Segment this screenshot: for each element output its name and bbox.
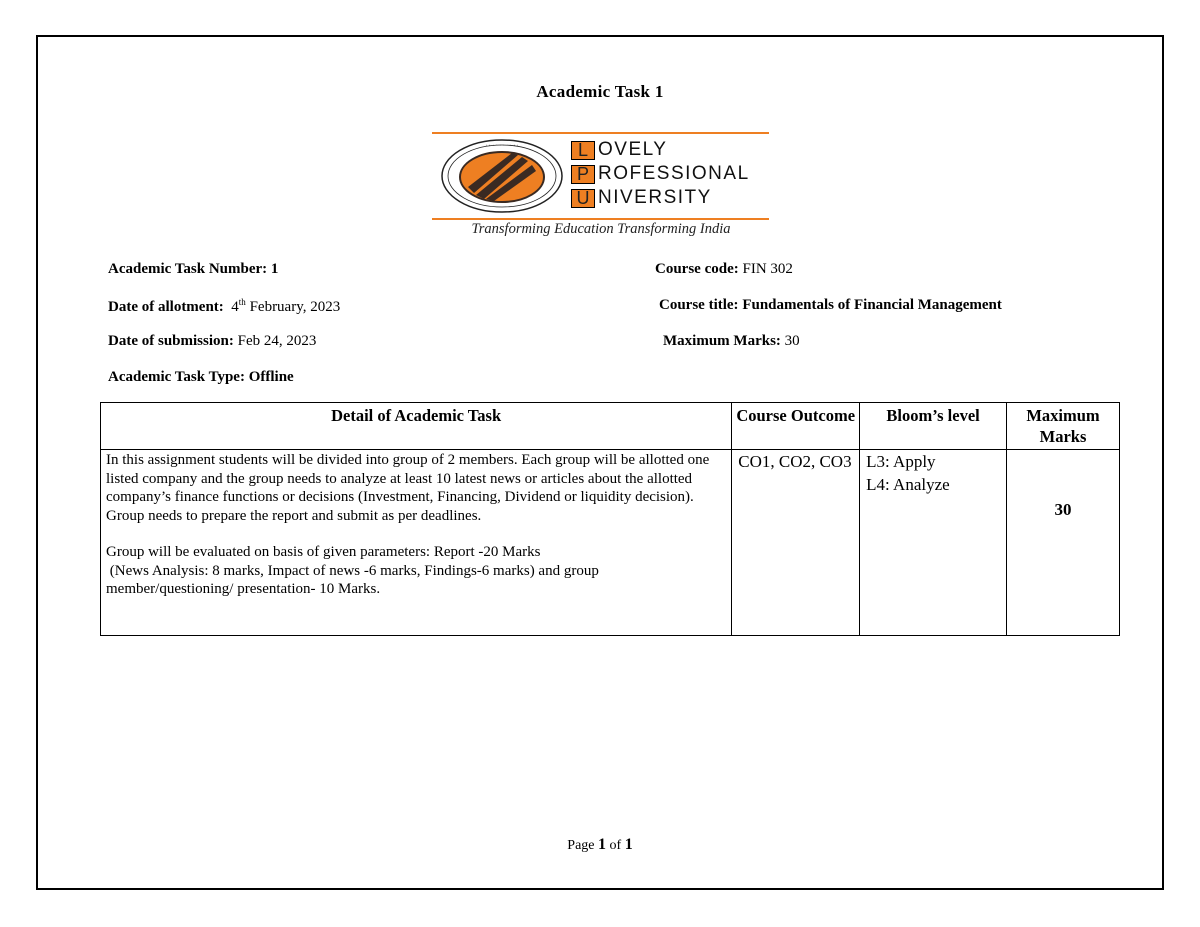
wordmark-word-3: NIVERSITY <box>598 187 712 208</box>
maximum-marks-value: 30 <box>1054 500 1072 519</box>
task-detail-paragraph-2b: (News Analysis: 8 marks, Impact of news -6 marks, Findings-6 marks) and group member/questioning/ presentation- 10 Marks. <box>106 562 603 597</box>
submission-label: Date of submission: <box>108 333 234 349</box>
allotment-suffix: th <box>238 297 246 307</box>
wordmark-row-2 <box>571 163 750 185</box>
svg-text:· · · · · · · · · ·: · · · · · · · · · · <box>485 143 519 149</box>
max-marks-label: Maximum Marks: <box>663 333 781 349</box>
max-marks-value: 30 <box>784 333 800 349</box>
course-title-value: Fundamentals of Financial Management <box>742 297 1002 313</box>
task-number-value: 1 <box>270 261 279 277</box>
wordmark-row-1 <box>571 139 750 161</box>
academic-task-table <box>100 402 1120 636</box>
blooms-level-2: L4: Analyze <box>866 475 950 494</box>
task-detail-paragraph-1: In this assignment students will be divided into group of 2 members. Each group will be allotted one listed company and the group needs to analyze at least 10 latest news or articles about the allotted company’s finance functions or decisions (Investment, Financing, Dividend or liquidity decision). Group needs to prepare the report and submit as per deadlines. <box>106 452 710 524</box>
table-header-row <box>101 403 1120 450</box>
wordmark-word-2: ROFESSIONAL <box>598 163 750 184</box>
task-type-label: Academic Task Type: <box>108 369 245 385</box>
footer-of-word: of <box>609 838 622 853</box>
letter-box-l: L <box>571 141 595 160</box>
course-title-label: Course title: <box>659 297 739 313</box>
task-type-value: Offline <box>248 369 294 385</box>
footer-page-word: Page <box>567 838 595 853</box>
page-footer <box>0 836 1200 854</box>
allotment-day: 4 <box>231 299 239 315</box>
logo-tagline: Transforming Education Transforming India <box>471 221 731 237</box>
allotment-date <box>108 297 340 316</box>
maximum-marks <box>663 333 800 350</box>
table-row <box>101 450 1120 636</box>
course-code-label: Course code: <box>655 261 739 277</box>
submission-value: Feb 24, 2023 <box>237 333 317 349</box>
university-logo <box>432 132 770 240</box>
logo-top-rule <box>432 132 769 134</box>
task-detail-cell <box>101 450 732 636</box>
maximum-marks-cell <box>1007 450 1120 636</box>
course-outcome-cell <box>732 450 860 636</box>
letter-box-u: U <box>571 189 595 208</box>
task-number <box>108 261 278 278</box>
footer-page-number: 1 <box>598 836 607 853</box>
header-course-outcome: Course Outcome <box>732 403 860 450</box>
allotment-label: Date of allotment: <box>108 299 224 315</box>
task-number-label: Academic Task Number: <box>108 261 268 277</box>
letter-box-p: P <box>571 165 595 184</box>
blooms-level-cell <box>860 450 1007 636</box>
task-type <box>108 369 294 386</box>
course-outcome-value: CO1, CO2, CO3 <box>738 452 852 471</box>
task-detail-paragraph-2a: Group will be evaluated on basis of given parameters: Report -20 Marks <box>106 544 541 560</box>
course-code <box>655 261 793 278</box>
header-detail: Detail of Academic Task <box>101 403 732 450</box>
submission-date <box>108 333 316 350</box>
document-title: Academic Task 1 <box>536 82 664 101</box>
header-blooms-level: Bloom’s level <box>860 403 1007 450</box>
wordmark <box>571 139 750 211</box>
wordmark-row-3 <box>571 187 750 209</box>
university-seal-icon <box>436 137 568 215</box>
logo-bottom-rule <box>432 218 769 220</box>
course-code-value: FIN 302 <box>742 261 793 277</box>
wordmark-word-1: OVELY <box>598 139 668 160</box>
header-maximum-marks: Maximum Marks <box>1007 403 1120 450</box>
allotment-rest: February, 2023 <box>249 299 341 315</box>
blooms-level-1: L3: Apply <box>866 452 936 471</box>
footer-total-pages: 1 <box>624 836 633 853</box>
course-title <box>659 297 1002 314</box>
